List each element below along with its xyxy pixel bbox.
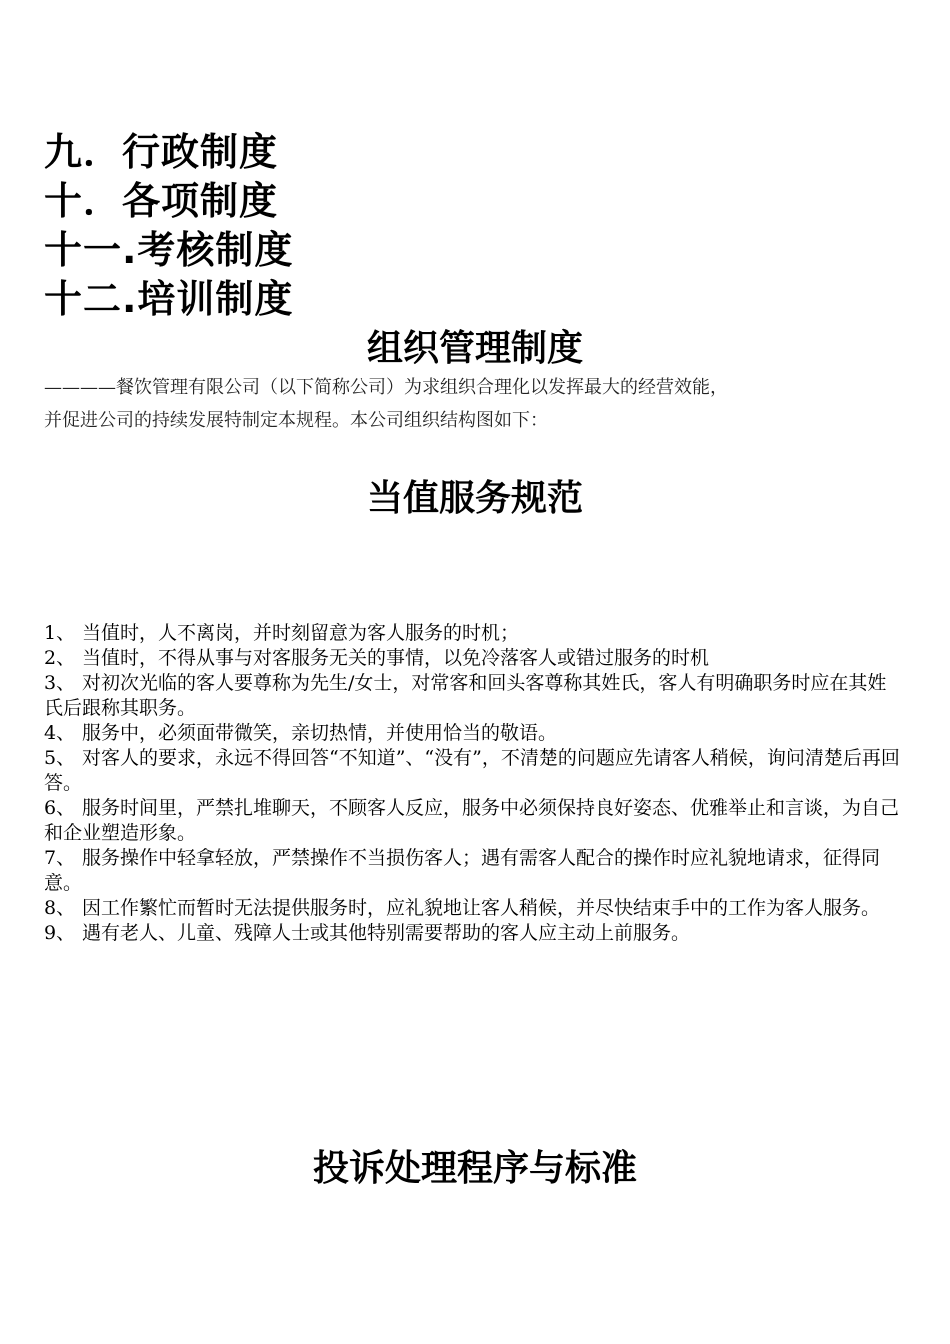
rule-text: 服务操作中轻拿轻放，严禁操作不当损伤客人；遇有需客人配合的操作时应礼貌地请求，征得同意。 xyxy=(44,847,881,894)
chapter-list xyxy=(44,128,293,324)
chapter-heading: 九．行政制度 xyxy=(44,130,279,174)
rule-number: 2、 xyxy=(44,647,76,669)
rule-text: 服务中，必须面带微笑，亲切热情，并使用恰当的敬语。 xyxy=(82,722,558,744)
rule-number: 6、 xyxy=(44,797,76,819)
rule-item xyxy=(44,746,904,796)
service-rules-list xyxy=(44,621,904,946)
complaint-section-title: 投诉处理程序与标准 xyxy=(312,1148,637,1189)
rule-text: 遇有老人、儿童、残障人士或其他特别需要帮助的客人应主动上前服务。 xyxy=(82,922,691,944)
rule-text: 当值时，人不离岗，并时刻留意为客人服务的时机； xyxy=(82,622,520,644)
service-section-title: 当值服务规范 xyxy=(366,478,583,519)
intro-line: 并促进公司的持续发展特制定本规程。本公司组织结构图如下： xyxy=(44,410,548,431)
rule-number: 8、 xyxy=(44,897,76,919)
rule-number: 3、 xyxy=(44,672,76,694)
rule-text: 对客人的要求，永远不得回答“不知道”、“没有”，不清楚的问题应先请客人稍候，询问清楚后再回答。 xyxy=(44,747,900,794)
intro-line: ————餐饮管理有限公司（以下简称公司）为求组织合理化以发挥最大的经营效能， xyxy=(44,377,728,398)
rule-item xyxy=(44,896,904,921)
rule-text: 当值时，不得从事与对客服务无关的事情，以免冷落客人或错过服务的时机 xyxy=(82,647,710,669)
org-intro-paragraph xyxy=(44,371,914,437)
rule-item xyxy=(44,846,904,896)
rule-number: 9、 xyxy=(44,922,76,944)
rule-item xyxy=(44,921,904,946)
rule-number: 5、 xyxy=(44,747,76,769)
chapter-heading: 十．各项制度 xyxy=(44,179,279,223)
rule-item xyxy=(44,721,904,746)
org-section-title: 组织管理制度 xyxy=(366,328,583,369)
chapter-heading: 十二.培训制度 xyxy=(44,277,294,321)
rule-text: 服务时间里，严禁扎堆聊天，不顾客人反应，服务中必须保持良好姿态、优雅举止和言谈，为自己和企业塑造形象。 xyxy=(44,797,900,844)
rule-item xyxy=(44,646,904,671)
rule-number: 1、 xyxy=(44,622,76,644)
rule-number: 7、 xyxy=(44,847,76,869)
rule-number: 4、 xyxy=(44,722,76,744)
rule-text: 因工作繁忙而暂时无法提供服务时，应礼貌地让客人稍候，并尽快结束手中的工作为客人服务。 xyxy=(82,897,881,919)
chapter-heading: 十一.考核制度 xyxy=(44,228,294,272)
rule-item xyxy=(44,671,904,721)
rule-item xyxy=(44,621,904,646)
rule-item xyxy=(44,796,904,846)
rule-text: 对初次光临的客人要尊称为先生/女士，对常客和回头客尊称其姓氏，客人有明确职务时应在其姓氏后跟称其职务。 xyxy=(44,672,887,719)
